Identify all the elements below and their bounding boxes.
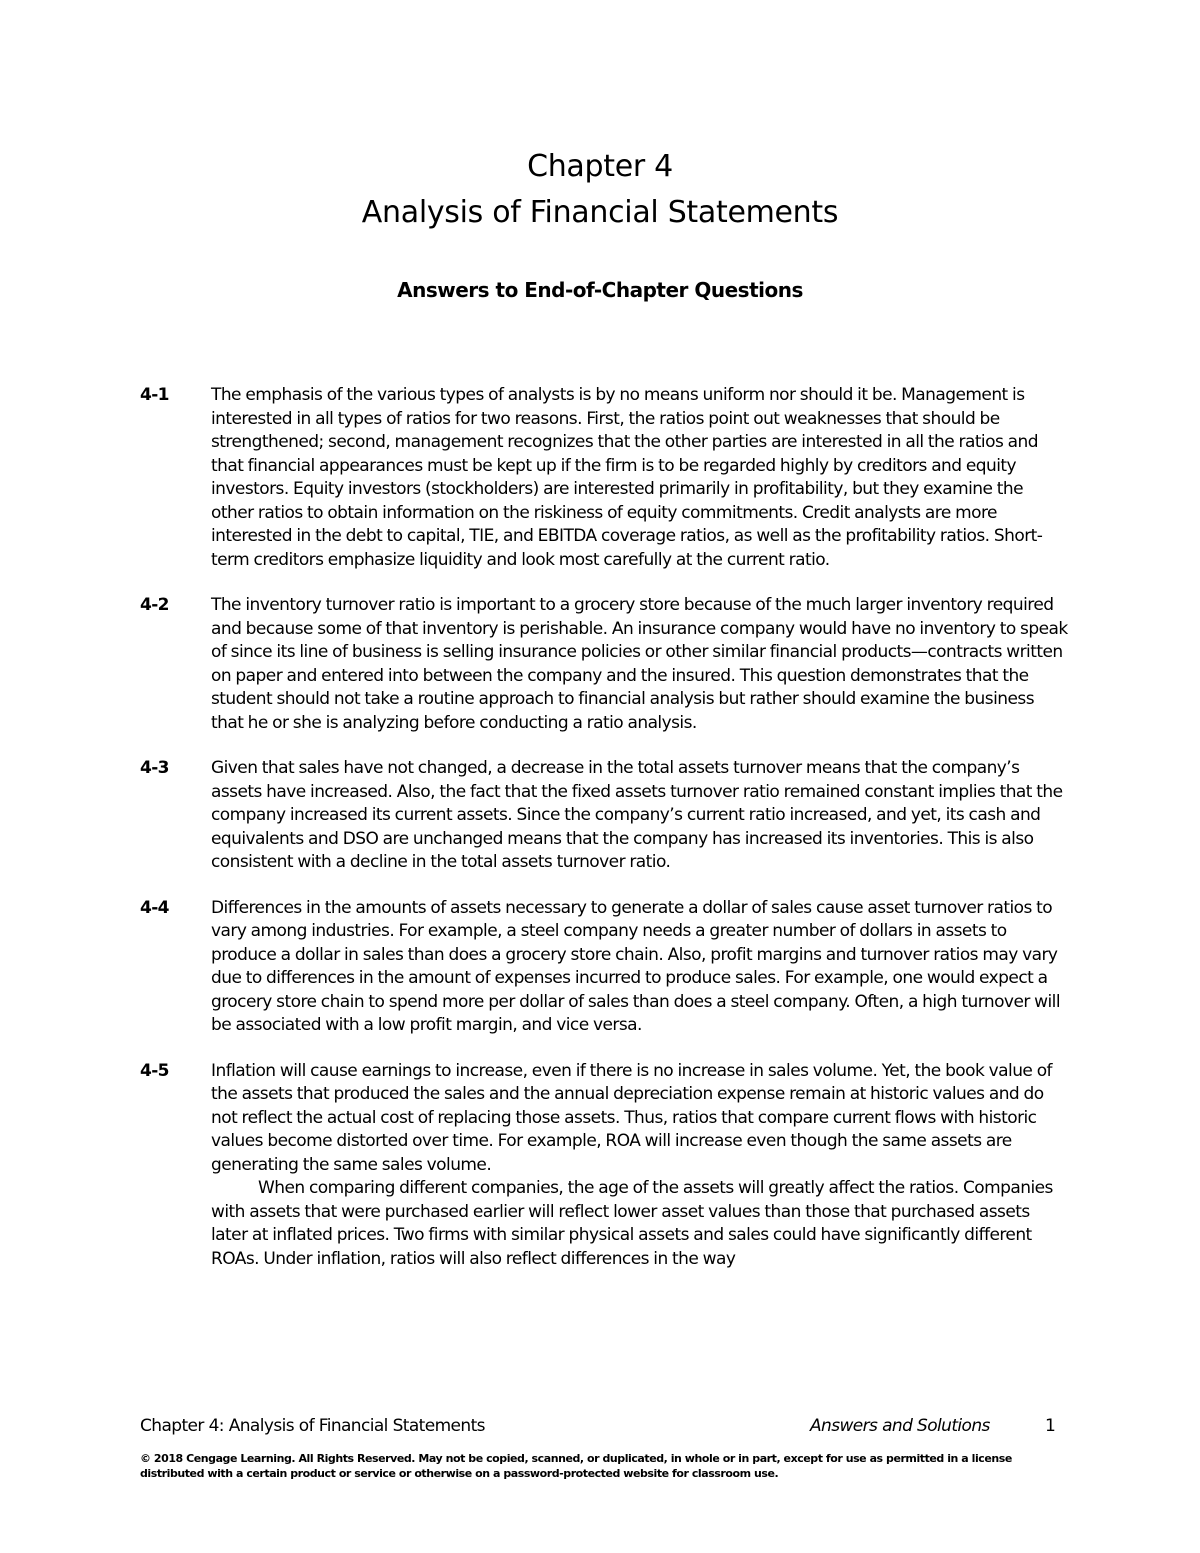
page-footer: [140, 1413, 1060, 1439]
copyright-notice: © 2018 Cengage Learning. All Rights Reserved. May not be copied, scanned, or duplicated, in whole or in part, except for use as permitted in a license distributed with a certain product or service or otherwise on a password-protected website for classroom use.: [140, 1452, 1012, 1480]
answer-item: [140, 384, 1080, 572]
answer-item: [140, 897, 1080, 1038]
answer-paragraph: The inventory turnover ratio is important to a grocery store because of the much larger inventory required and because some of that inventory is perishable. An insurance company would have no inventory to speak of since its line of business is selling insurance policies or other similar financial products—contracts written on paper and entered into between the company and the insured. This question demonstrates that the student should not take a routine approach to financial analysis but rather should examine the business that he or she is analyzing before conducting a ratio analysis.: [211, 595, 1068, 733]
answer-paragraph: The emphasis of the various types of analysts is by no means uniform nor should it be. Management is interested in all types of ratios for two reasons. First, the ratios point out weaknesses that should be strengthened; second, management recognizes that the other parties are interested in all the ratios and that financial appearances must be kept up if the firm is to be regarded highly by creditors and equity investors. Equity investors (stockholders) are interested primarily in profitability, but they examine the other ratios to obtain information on the riskiness of equity commitments. Credit analysts are more interested in the debt to capital, TIE, and EBITDA coverage ratios, as well as the profitability ratios. Short-term creditors emphasize liquidity and look most carefully at the current ratio.: [211, 385, 1043, 570]
answer-item: [140, 1060, 1080, 1272]
chapter-title-heading: Analysis of Financial Statements: [361, 195, 839, 230]
section-heading: Answers to End-of-Chapter Questions: [397, 278, 803, 302]
question-number: 4-5: [140, 1060, 169, 1081]
question-number: 4-4: [140, 897, 169, 918]
answer-text: [211, 594, 1069, 735]
footer-chapter-title: Chapter 4: Analysis of Financial Statements: [140, 1416, 485, 1436]
answer-text: [211, 757, 1069, 875]
answer-text: [211, 1060, 1069, 1272]
footer-section-label: Answers and Solutions: [810, 1416, 990, 1436]
question-number: 4-2: [140, 595, 169, 615]
answer-item: [140, 757, 1080, 875]
answer-text: [211, 384, 1069, 572]
chapter-number-heading: Chapter 4: [527, 149, 673, 184]
title-block: [0, 144, 1200, 236]
answer-paragraph: Inflation will cause earnings to increase, even if there is no increase in sales volume. Yet, the book value of the assets that produced the sales and the annual depreciation expense remain at historic values and do not reflect the actual cost of replacing those assets. Thus, ratios that compare current flows with historic values become distorted over time. For example, ROA will increase even though the same assets are generating the same sales volume.: [211, 1060, 1052, 1175]
answer-paragraph: Given that sales have not changed, a decrease in the total assets turnover means that the company’s assets have increased. Also, the fact that the fixed assets turnover ratio remained constant implies that the company increased its current assets. Since the company’s current ratio increased, and yet, its cash and equivalents and DSO are unchanged means that the company has increased its inventories. This is also consistent with a decline in the total assets turnover ratio.: [211, 758, 1063, 872]
answers-list: [140, 384, 1080, 1293]
answer-item: [140, 594, 1080, 735]
answer-paragraph-continued: When comparing different companies, the age of the assets will greatly affect the ratios. Companies with assets that were purchased earlier will reflect lower asset values than those that purchased assets later at inflated prices. Two firms with similar physical assets and sales could have significantly different ROAs. Under inflation, ratios will also reflect differences in the way: [211, 1178, 1053, 1269]
answer-paragraph: Differences in the amounts of assets necessary to generate a dollar of sales cause asset turnover ratios to vary among industries. For example, a steel company needs a greater number of dollars in assets to produce a dollar in sales than does a grocery store chain. Also, profit margins and turnover ratios may vary due to differences in the amount of expenses incurred to produce sales. For example, one would expect a grocery store chain to spend more per dollar of sales than does a steel company. Often, a high turnover will be associated with a low profit margin, and vice versa.: [211, 897, 1061, 1035]
page-number: 1: [1045, 1416, 1056, 1436]
question-number: 4-3: [140, 758, 169, 778]
question-number: 4-1: [140, 385, 169, 405]
answer-text: [211, 897, 1069, 1038]
